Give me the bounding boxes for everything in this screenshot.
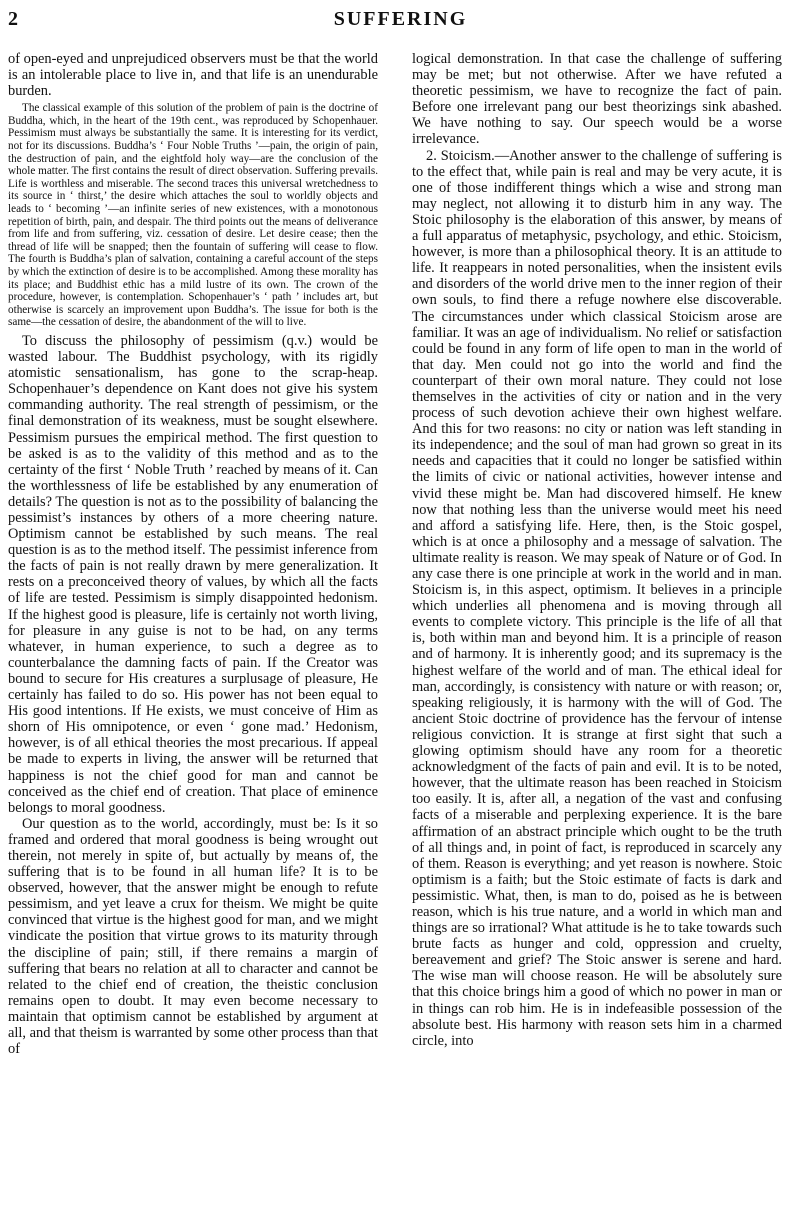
- right-column: [412, 51, 782, 1049]
- section-paragraph-stoicism: 2. Stoicism.—Another answer to the challenge of suffering is to the effect that, while pain is real and may be very acute, it is one of those indifferent things which a wise and strong man may neglect, not allowing it to disturb him in any way. The Stoic philosophy is the elaboration of this answer, by means of a full apparatus of metaphysic, psychology, and ethic. Stoicism, however, is more than a philosophical theory. It is an attitude to life. It reappears in noted personalities, when the insistent evils and disorders of the world drive men to the inner region of their own souls, to find there a refuge nowhere else discoverable. The circumstances under which classical Stoicism arose are familiar. It was an age of individualism. No relief or satisfaction could be found in any form of life open to man in the world of that day. Men could not go into the world and find the counterpart of their own moral nature. They could not lose themselves in the activities of city or nation and in the very process of such devotion achieve their own highest welfare. And this for two reasons: no city or nation was left standing in its independence; and the soul of man had grown so great in its needs and capacities that it could no longer be satisfied within the limits of civic or national activities, however intense and vivid these might be. Man had discovered himself. He knew now that nothing less than the universe would meet his need and afford a satisfying life. Here, then, is the Stoic gospel, which is at once a philosophy and a message of salvation. The ultimate reality is reason. We may speak of Nature or of God. In any case there is one principle at work in the world and in man. Stoicism is, in this aspect, optimism. It believes in a principle which underlies all phenomena and is moving through all events to complete victory. This principle is the life of all that is, both within man and beyond him. It is a principle of reason and of harmony. It is inherently good; and its supremacy is the highest welfare of the world and of man. The ethical ideal for man, accordingly, is consistency with nature or with reason; or, speaking religiously, it is harmony with the will of God. The ancient Stoic doctrine of providence has the fervour of intense religious conviction. It is strange at first sight that such a glowing optimism should have any room for a theoretic acknowledgment of the facts of pain and evil. It is to be noted, however, that the ultimate reason has been reached in Stoicism too easily. It is, after all, a negation of the vast and confusing facts of a miserable and perplexing experience. It is the bare affirmation of an abstract principle which ought to be the truth of all things and, in point of fact, is reproduced in scarcely any of them. Reason is everything; and yet reason is nowhere. Stoic optimism is a faith; but the Stoic estimate of facts is dark and pessimistic. What, then, is man to do, poised as he is between reason, which is his true nature, and a world in which man and things are so irrational? What attitude is he to take towards such brute facts as hunger and cold, oppression and cruelty, bereavement and grief? The Stoic answer is serene and hard. The wise man will choose reason. He will be absolutely sure that this choice brings him a good of which no power in man or in things can rob him. He is in indefeasible possession of the absolute best. His harmony with reason sets him in a charmed circle, into: [412, 147, 782, 1049]
- page-number: 2: [8, 8, 19, 30]
- paragraph: To discuss the philosophy of pessimism (q.v.) would be wasted labour. The Buddhist psychology, with its rigidly atomistic sensationalism, has gone to the scrap-heap. Schopenhauer’s dependence on Kant does not give his system commanding authority. The real strength of pessimism, or the final demonstration of its weakness, must be sought elsewhere. Pessimism pursues the empirical method. The first question to be asked is as to the validity of this method and as to the certainty of the first ‘ Noble Truth ’ reached by means of it. Can the worthlessness of life be established by any enumeration of details? The question is not as to the possibility of balancing the pessimist’s instances by others of a more cheering nature. Optimism cannot be established by such means. The real question is as to the method itself. The pessimist inference from the facts of pain is not really drawn by mere generalization. It rests on a preconceived theory of values, by which all the facts of life are tested. Pessimism is simply disappointed hedonism. If the highest good is pleasure, life is certainly not worth living, for pleasure in any guise is not to be had, on any terms whatever, in human experience, to such a degree as to counterbalance the damning facts of pain. If the Creator was bound to secure for His creatures a surplusage of pleasure, He certainly has failed to do so. His power has not been equal to His good intentions. If He exists, we must conceive of Him as shorn of His omnipotence, or even ‘ gone mad.’ Hedonism, however, is of all ethical theories the most precarious. If appeal be made to experts in living, the answer will be returned that happiness is not the chief good for man and cannot be conceived as the chief end of creation. That place of eminence belongs to moral goodness.: [8, 332, 378, 816]
- left-column: [8, 51, 378, 1057]
- paragraph: of open-eyed and unprejudiced observers must be that the world is an intolerable place to live in, and that life is an unendurable burden.: [8, 51, 378, 100]
- running-head: SUFFERING: [333, 8, 468, 30]
- footnote-block: The classical example of this solution of the problem of pain is the doctrine of Buddha, which, in the heart of the 19th cent., was reproduced by Schopenhauer. Pessimism must always be substantially the same. It is interesting for its verdict, not for its discussions. Buddha’s ‘ Four Noble Truths ’—pain, the origin of pain, the destruction of pain, and the eightfold holy way—are the conclusion of the whole matter. The first contains the result of direct observation. Suffering prevails. Life is worthless and miserable. The second traces this universal wretchedness to its source in ‘ thirst,’ the desire which attaches the soul to worldly objects and leads to ‘ becoming ’—an infinite series of new existences, with a monotonous repetition of birth, pain, and despair. The third points out the means of deliverance from life and from suffering, viz. cessation of desire. Let desire cease; then the thread of life will be snapped; then the fountain of suffering will cease to flow. The fourth is Buddha’s plan of salvation, containing a careful account of the steps by which the extinction of desire is to be accomplished. Among these morality has its place; and Buddhist ethic has a mild lustre of its own. The crown of the procedure, however, is contemplation. Schopenhauer’s ‘ path ’ includes art, but otherwise is scarcely an improvement upon Buddha’s. The issue for both is the same—the cessation of desire, the abandonment of the will to live.: [8, 102, 378, 329]
- paragraph: logical demonstration. In that case the challenge of suffering may be met; but not otherwise. After we have refuted a theoretic pessimism, we have to recognize the fact of pain. Before one irrelevant pang our best theorizings sink abashed. We have nothing to say. Our speech would be a worse irrelevance.: [412, 51, 782, 148]
- paragraph: Our question as to the world, accordingly, must be: Is it so framed and ordered that moral goodness is being wrought out therein, not merely in spite of, but actually by means of, the suffering that is to be found in all human life? It is to be observed, however, that the answer might be enough to refute pessimism, and yet leave a crux for theism. We might be quite convinced that virtue is the highest good for man, and we might vindicate the position that virtue grows to its maturity through the discipline of pain; still, if there remains a margin of suffering that bears no relation at all to character and cannot be related to the chief end of creation, the theistic conclusion remains open to doubt. It may even become necessary to maintain that optimism cannot be established by argument at all, and that theism is warranted by some other process than that of: [8, 815, 378, 1058]
